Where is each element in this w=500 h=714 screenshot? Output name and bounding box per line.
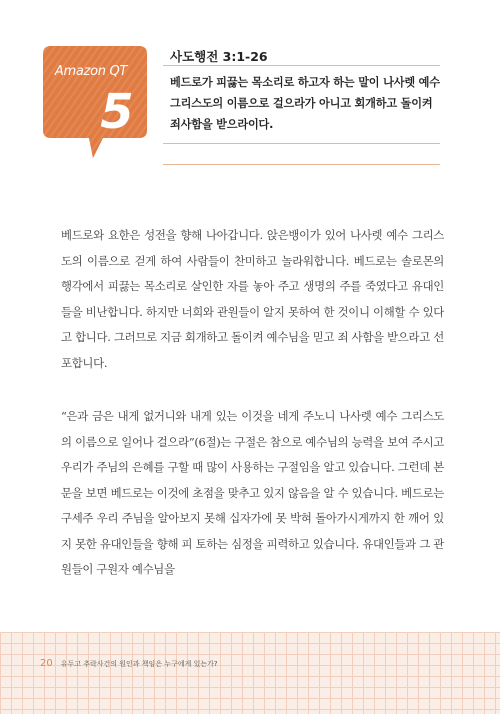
amazon-qt-badge <box>41 44 149 161</box>
key-verse-text: 베드로가 피끓는 목소리로 하고자 하는 말이 나사렛 예수 그리스도의 이름으로 걸으라가 아니고 회개하고 돌이켜 죄사함을 받으라이다. <box>170 76 440 131</box>
body-paragraph-1: 베드로와 요한은 성전을 향해 나아갑니다. 앉은뱅이가 있어 나사렛 예수 그리스도의 이름으로 걷게 하여 사람들이 찬미하고 놀라워합니다. 베드로는 솔로몬의 행각에서 피끓는 목소리로 살인한 자를 놓아 주고 생명의 주를 죽였다고 유대인들을 비난합니다. 하지만 너희와 관원들이 알지 못하여 한 것이니 이해할 수 있다고 합니다. 그러므로 지금 회개하고 돌이켜 예수님을 믿고 죄 사함을 받으라고 선포합니다. <box>61 228 444 370</box>
page-number: 20 <box>40 658 53 669</box>
page-footer <box>40 658 218 669</box>
badge-brand-label: Amazon QT <box>54 64 128 79</box>
header-divider-bottom <box>163 164 440 165</box>
badge-lesson-number: 5 <box>100 84 134 140</box>
scripture-reference: 사도행전 3:1-26 <box>170 49 268 64</box>
header-divider-middle <box>163 143 440 144</box>
footer-grid-background <box>0 632 500 714</box>
body-paragraph-2: “은과 금은 내게 없거니와 내게 있는 이것을 네게 주노니 나사렛 예수 그리스도의 이름으로 일어나 걸으라”(6절)는 구절은 참으로 예수님의 능력을 보여 주시고 우리가 주님의 은혜를 구할 때 많이 사용하는 구절임을 알고 있습니다. 그런데 본문을 보면 베드로는 이것에 초점을 맞추고 있지 않음을 알 수 있습니다. 베드로는 구세주 우리 주님을 알아보지 못해 십자가에 못 박혀 돌아가시게까지 한 깨어 있지 못한 유대인들을 향해 피 토하는 심정을 피력하고 있습니다. 유대인들과 그 관원들이 구원자 예수님을 <box>61 409 444 576</box>
header-divider-top <box>163 65 440 66</box>
running-title: 유두고 추락사건의 원인과 책임은 누구에게 있는가? <box>60 660 218 668</box>
